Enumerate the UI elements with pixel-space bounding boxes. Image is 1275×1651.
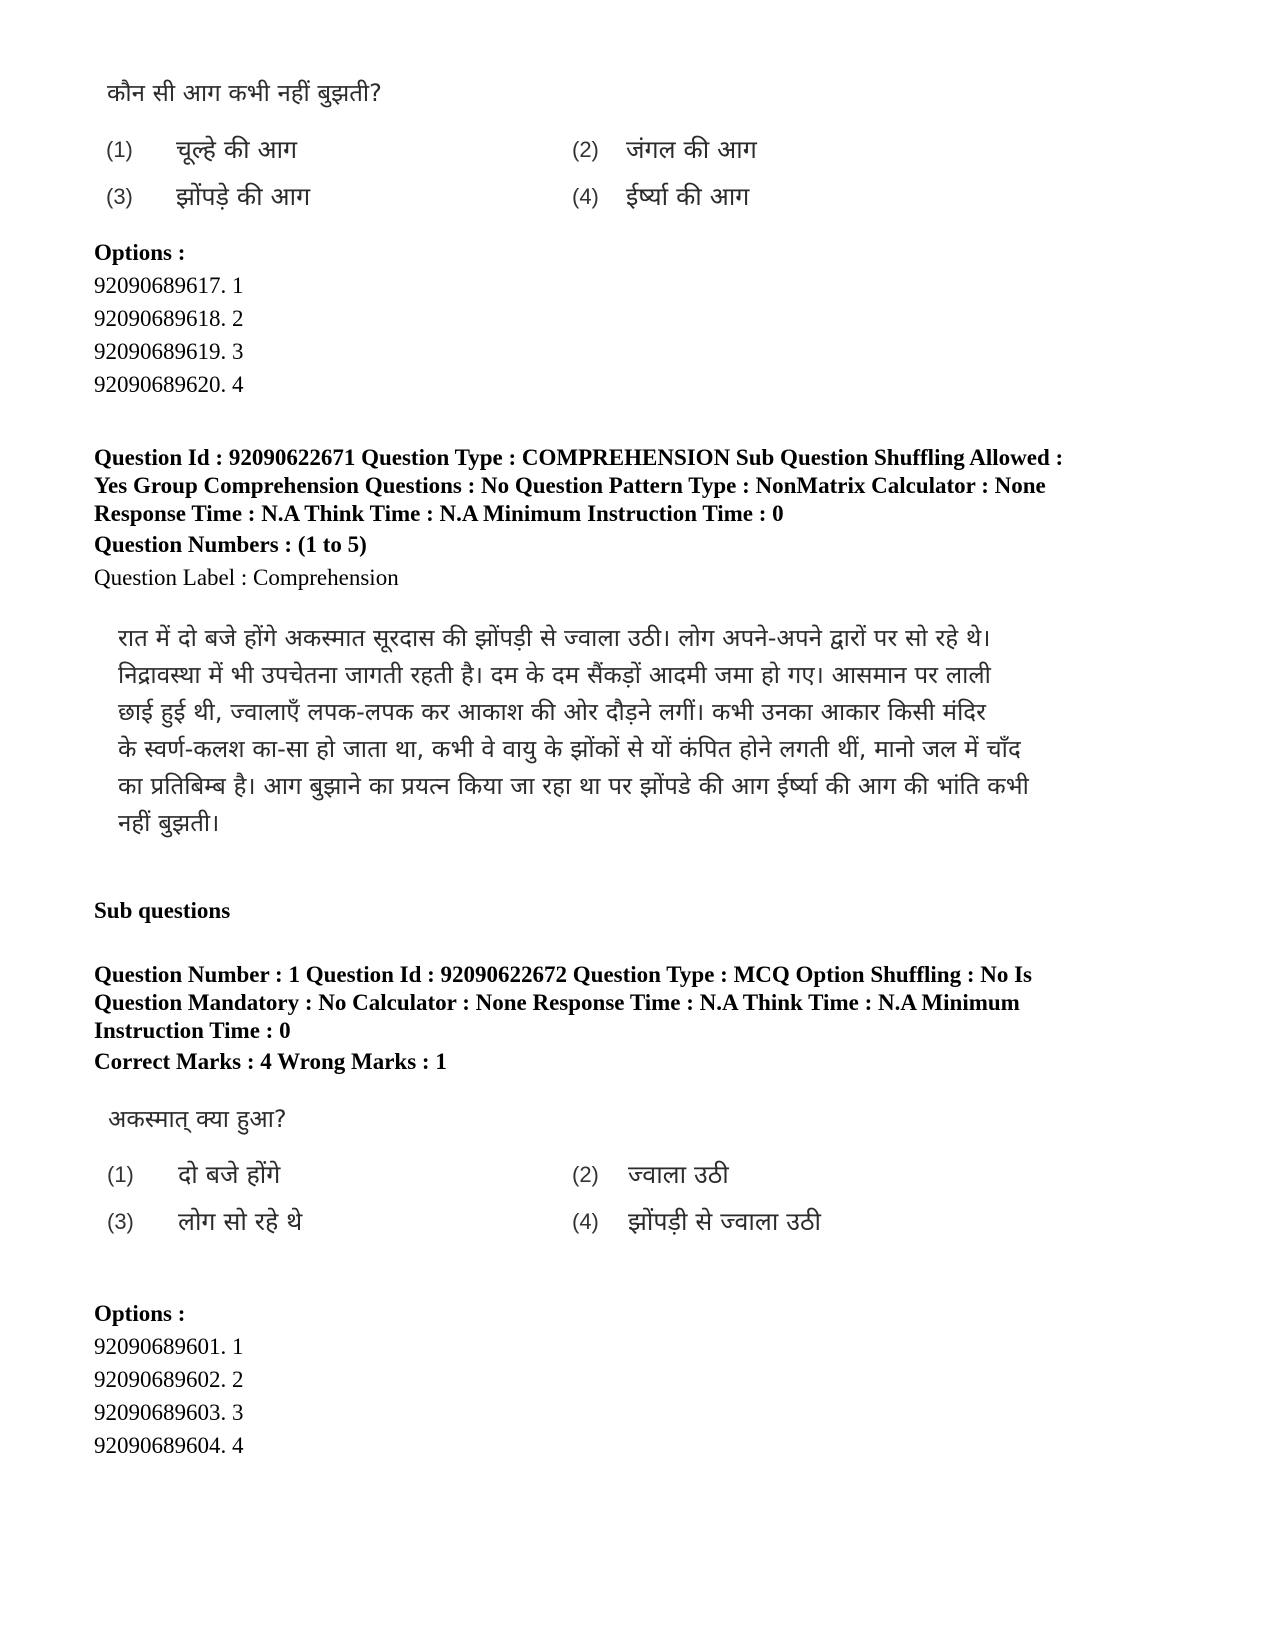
- sub-questions-heading: Sub questions: [94, 898, 231, 923]
- choice-text: दो बजे होंगे: [178, 1160, 281, 1189]
- options-list: [94, 1330, 244, 1462]
- choice-number: (3): [106, 184, 133, 209]
- choice-number: (3): [107, 1209, 134, 1234]
- option-item: 92090689601. 1: [94, 1334, 244, 1359]
- option-item: 92090689604. 4: [94, 1433, 244, 1458]
- comprehension-meta: [94, 444, 1194, 528]
- passage-line: के स्वर्ण-कलश का-सा हो जाता था, कभी वे वायु के झोंकों से यों कंपित होने लगती थीं, मानो जल में चाँद: [118, 735, 1021, 763]
- options-section: [94, 1297, 244, 1462]
- meta-line: Question Id : 92090622671 Question Type : COMPREHENSION Sub Question Shuffling Allowed :: [94, 445, 1064, 470]
- choice-text: झोंपड़े की आग: [176, 182, 311, 211]
- question-text: कौन सी आग कभी नहीं बुझती?: [107, 79, 382, 107]
- choice-text: लोग सो रहे थे: [178, 1207, 303, 1236]
- option-item: 92090689620. 4: [94, 372, 244, 397]
- comprehension-passage: [118, 620, 1118, 842]
- meta-line: Question Mandatory : No Calculator : None Response Time : N.A Think Time : N.A Minimum: [94, 990, 1020, 1015]
- meta-line: Question Number : 1 Question Id : 92090622672 Question Type : MCQ Option Shuffling : No Is: [94, 962, 1033, 987]
- options-list: [94, 269, 244, 401]
- option-item: 92090689617. 1: [94, 273, 244, 298]
- passage-line: निद्रावस्था में भी उपचेतना जागती रहती है। दम के दम सैंकड़ों आदमी जमा हो गए। आसमान पर लाली: [118, 661, 992, 689]
- passage-line: का प्रतिबिम्ब है। आग बुझाने का प्रयत्न किया जा रहा था पर झोंपडे की आग ईर्ष्या की आग की भांति कभी: [118, 772, 1029, 800]
- choice-number: (1): [107, 1162, 134, 1187]
- passage-line: नहीं बुझती।: [118, 809, 220, 837]
- passage-line: छाई हुई थी, ज्वालाएँ लपक-लपक कर आकाश की ओर दौड़ने लगीं। कभी उनका आकार किसी मंदिर: [118, 698, 987, 726]
- option-item: 92090689602. 2: [94, 1367, 244, 1392]
- option-item: 92090689619. 3: [94, 339, 244, 364]
- options-section: [94, 236, 244, 401]
- options-heading: Options :: [94, 1301, 186, 1326]
- sub-question-meta: [94, 961, 1194, 1045]
- meta-line: Instruction Time : 0: [94, 1018, 291, 1043]
- question-text: अकस्मात् क्या हुआ?: [108, 1105, 287, 1133]
- meta-line: Yes Group Comprehension Questions : No Question Pattern Type : NonMatrix Calculator : None: [94, 473, 1046, 498]
- choice-text: जंगल की आग: [626, 135, 757, 164]
- choice-text: चूल्हे की आग: [176, 135, 298, 164]
- meta-line: Response Time : N.A Think Time : N.A Minimum Instruction Time : 0: [94, 501, 784, 526]
- choice-text: ईर्ष्या की आग: [626, 182, 750, 211]
- options-heading: Options :: [94, 240, 186, 265]
- choice-text: झोंपड़ी से ज्वाला उठी: [628, 1207, 821, 1236]
- choice-number: (4): [572, 1209, 599, 1234]
- choice-number: (4): [572, 184, 599, 209]
- question-numbers: Question Numbers : (1 to 5): [94, 532, 367, 557]
- passage-line: रात में दो बजे होंगे अकस्मात सूरदास की झोंपड़ी से ज्वाला उठी। लोग अपने-अपने द्वारों पर सो रहे थे।: [118, 624, 991, 652]
- choice-number: (2): [572, 137, 599, 162]
- choice-text: ज्वाला उठी: [628, 1160, 729, 1189]
- question-label: Question Label : Comprehension: [94, 565, 399, 590]
- option-item: 92090689618. 2: [94, 306, 244, 331]
- choice-number: (2): [572, 1162, 599, 1187]
- marks-line: Correct Marks : 4 Wrong Marks : 1: [94, 1049, 447, 1074]
- option-item: 92090689603. 3: [94, 1400, 244, 1425]
- choice-number: (1): [106, 137, 133, 162]
